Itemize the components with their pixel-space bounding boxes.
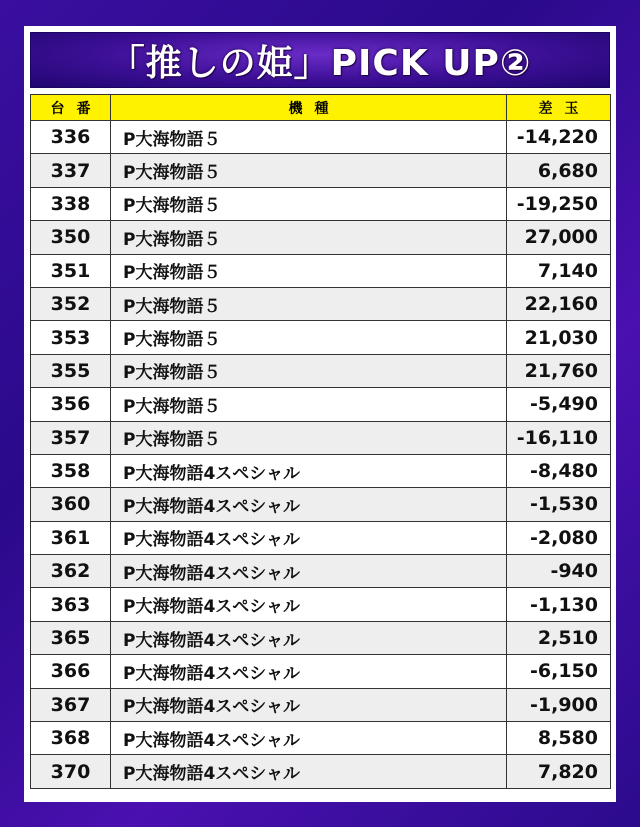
machine-number-cell: 363 [31, 588, 111, 621]
table-row [31, 488, 611, 521]
pickup-card [24, 26, 616, 802]
machine-number-cell: 362 [31, 555, 111, 588]
header-machine-no: 台番 [31, 95, 111, 121]
table-row [31, 187, 611, 220]
table-row [31, 588, 611, 621]
machine-number-cell: 355 [31, 354, 111, 387]
model-cell: P大海物語4スペシャル [111, 454, 507, 487]
difference-cell: 7,140 [507, 254, 611, 287]
difference-cell: -1,530 [507, 488, 611, 521]
model-cell: P大海物語4スペシャル [111, 655, 507, 688]
model-cell: P大海物語５ [111, 421, 507, 454]
table-row [31, 354, 611, 387]
difference-cell: -1,900 [507, 688, 611, 721]
difference-cell: -2,080 [507, 521, 611, 554]
machine-number-cell: 366 [31, 655, 111, 688]
model-cell: P大海物語５ [111, 121, 507, 154]
difference-cell: 6,680 [507, 154, 611, 187]
model-cell: P大海物語4スペシャル [111, 488, 507, 521]
machine-number-cell: 361 [31, 521, 111, 554]
difference-cell: -8,480 [507, 454, 611, 487]
difference-cell: 7,820 [507, 755, 611, 788]
model-cell: P大海物語4スペシャル [111, 521, 507, 554]
model-cell: P大海物語4スペシャル [111, 755, 507, 788]
table-row [31, 555, 611, 588]
model-cell: P大海物語５ [111, 254, 507, 287]
table-row [31, 454, 611, 487]
table-row [31, 121, 611, 154]
header-difference: 差玉 [507, 95, 611, 121]
machine-number-cell: 365 [31, 621, 111, 654]
model-cell: P大海物語５ [111, 187, 507, 220]
machine-number-cell: 353 [31, 321, 111, 354]
machine-number-cell: 370 [31, 755, 111, 788]
model-cell: P大海物語4スペシャル [111, 555, 507, 588]
model-cell: P大海物語５ [111, 221, 507, 254]
machine-number-cell: 337 [31, 154, 111, 187]
table-row [31, 655, 611, 688]
machine-number-cell: 356 [31, 388, 111, 421]
machine-number-cell: 357 [31, 421, 111, 454]
model-cell: P大海物語５ [111, 321, 507, 354]
difference-cell: -6,150 [507, 655, 611, 688]
model-cell: P大海物語５ [111, 154, 507, 187]
table-row [31, 321, 611, 354]
results-table [30, 94, 611, 789]
machine-number-cell: 352 [31, 287, 111, 320]
table-row [31, 722, 611, 755]
title-banner [30, 32, 610, 88]
table-row [31, 154, 611, 187]
model-cell: P大海物語4スペシャル [111, 621, 507, 654]
difference-cell: -14,220 [507, 121, 611, 154]
page-title: 「推しの姫」PICK UP② [108, 42, 532, 84]
table-row [31, 221, 611, 254]
machine-number-cell: 367 [31, 688, 111, 721]
model-cell: P大海物語５ [111, 388, 507, 421]
table-header-row [31, 95, 611, 121]
model-cell: P大海物語4スペシャル [111, 588, 507, 621]
difference-cell: 22,160 [507, 287, 611, 320]
table-row [31, 388, 611, 421]
difference-cell: 27,000 [507, 221, 611, 254]
machine-number-cell: 350 [31, 221, 111, 254]
machine-number-cell: 336 [31, 121, 111, 154]
machine-number-cell: 368 [31, 722, 111, 755]
machine-number-cell: 338 [31, 187, 111, 220]
model-cell: P大海物語５ [111, 287, 507, 320]
difference-cell: 21,030 [507, 321, 611, 354]
model-cell: P大海物語4スペシャル [111, 722, 507, 755]
difference-cell: 8,580 [507, 722, 611, 755]
difference-cell: -1,130 [507, 588, 611, 621]
difference-cell: 2,510 [507, 621, 611, 654]
table-row [31, 287, 611, 320]
table-row [31, 521, 611, 554]
table-row [31, 421, 611, 454]
table-row [31, 254, 611, 287]
table-row [31, 688, 611, 721]
table-row [31, 755, 611, 788]
model-cell: P大海物語4スペシャル [111, 688, 507, 721]
machine-number-cell: 358 [31, 454, 111, 487]
machine-number-cell: 351 [31, 254, 111, 287]
difference-cell: -16,110 [507, 421, 611, 454]
difference-cell: -5,490 [507, 388, 611, 421]
machine-number-cell: 360 [31, 488, 111, 521]
table-row [31, 621, 611, 654]
difference-cell: -19,250 [507, 187, 611, 220]
difference-cell: 21,760 [507, 354, 611, 387]
header-model: 機種 [111, 95, 507, 121]
difference-cell: -940 [507, 555, 611, 588]
table-body [31, 121, 611, 789]
model-cell: P大海物語５ [111, 354, 507, 387]
